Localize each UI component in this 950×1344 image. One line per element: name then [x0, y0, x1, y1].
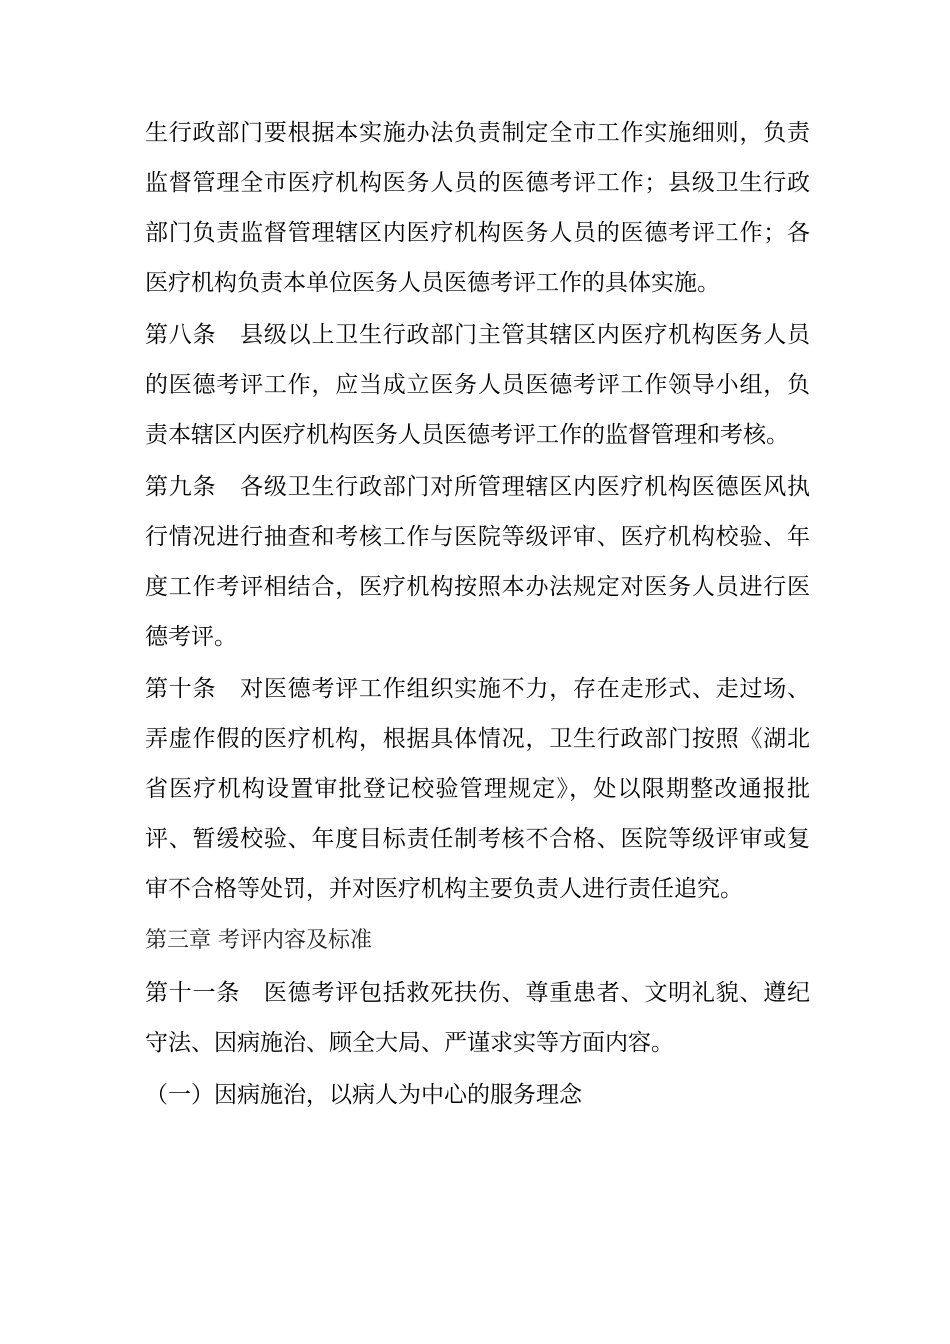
document-body [145, 108, 810, 1122]
chapter-heading: 第三章 考评内容及标准 [145, 928, 372, 953]
article-9-paragraph: 第九条 各级卫生行政部门对所管理辖区内医疗机构医德医风执行情况进行抽查和考核工作与医院等级评审、医疗机构校验、年度工作考评相结合，医疗机构按照本办法规定对医务人员进行医德考评。 [145, 474, 810, 650]
list-item-heading: （一）因病施治，以病人为中心的服务理念 [145, 1082, 582, 1108]
article-11-paragraph: 第十一条 医德考评包括救死扶伤、尊重患者、文明礼貌、遵纪守法、因病施治、顾全大局、严谨求实等方面内容。 [145, 980, 810, 1056]
article-8-paragraph: 第八条 县级以上卫生行政部门主管其辖区内医疗机构医务人员的医德考评工作，应当成立医务人员医德考评工作领导小组，负责本辖区内医疗机构医务人员医德考评工作的监督管理和考核。 [145, 322, 810, 448]
article-10-paragraph: 第十条 对医德考评工作组织实施不力，存在走形式、走过场、弄虚作假的医疗机构，根据具体情况，卫生行政部门按照《湖北省医疗机构设置审批登记校验管理规定》，处以限期整改通报批评、暂缓校验、年度目标责任制考核不合格、医院等级评审或复审不合格等处罚，并对医疗机构主要负责人进行责任追究。 [145, 676, 810, 902]
paragraph-continuation: 生行政部门要根据本实施办法负责制定全市工作实施细则，负责监督管理全市医疗机构医务人员的医德考评工作；县级卫生行政部门负责监督管理辖区内医疗机构医务人员的医德考评工作；各医疗机构负责本单位医务人员医德考评工作的具体实施。 [145, 120, 810, 296]
